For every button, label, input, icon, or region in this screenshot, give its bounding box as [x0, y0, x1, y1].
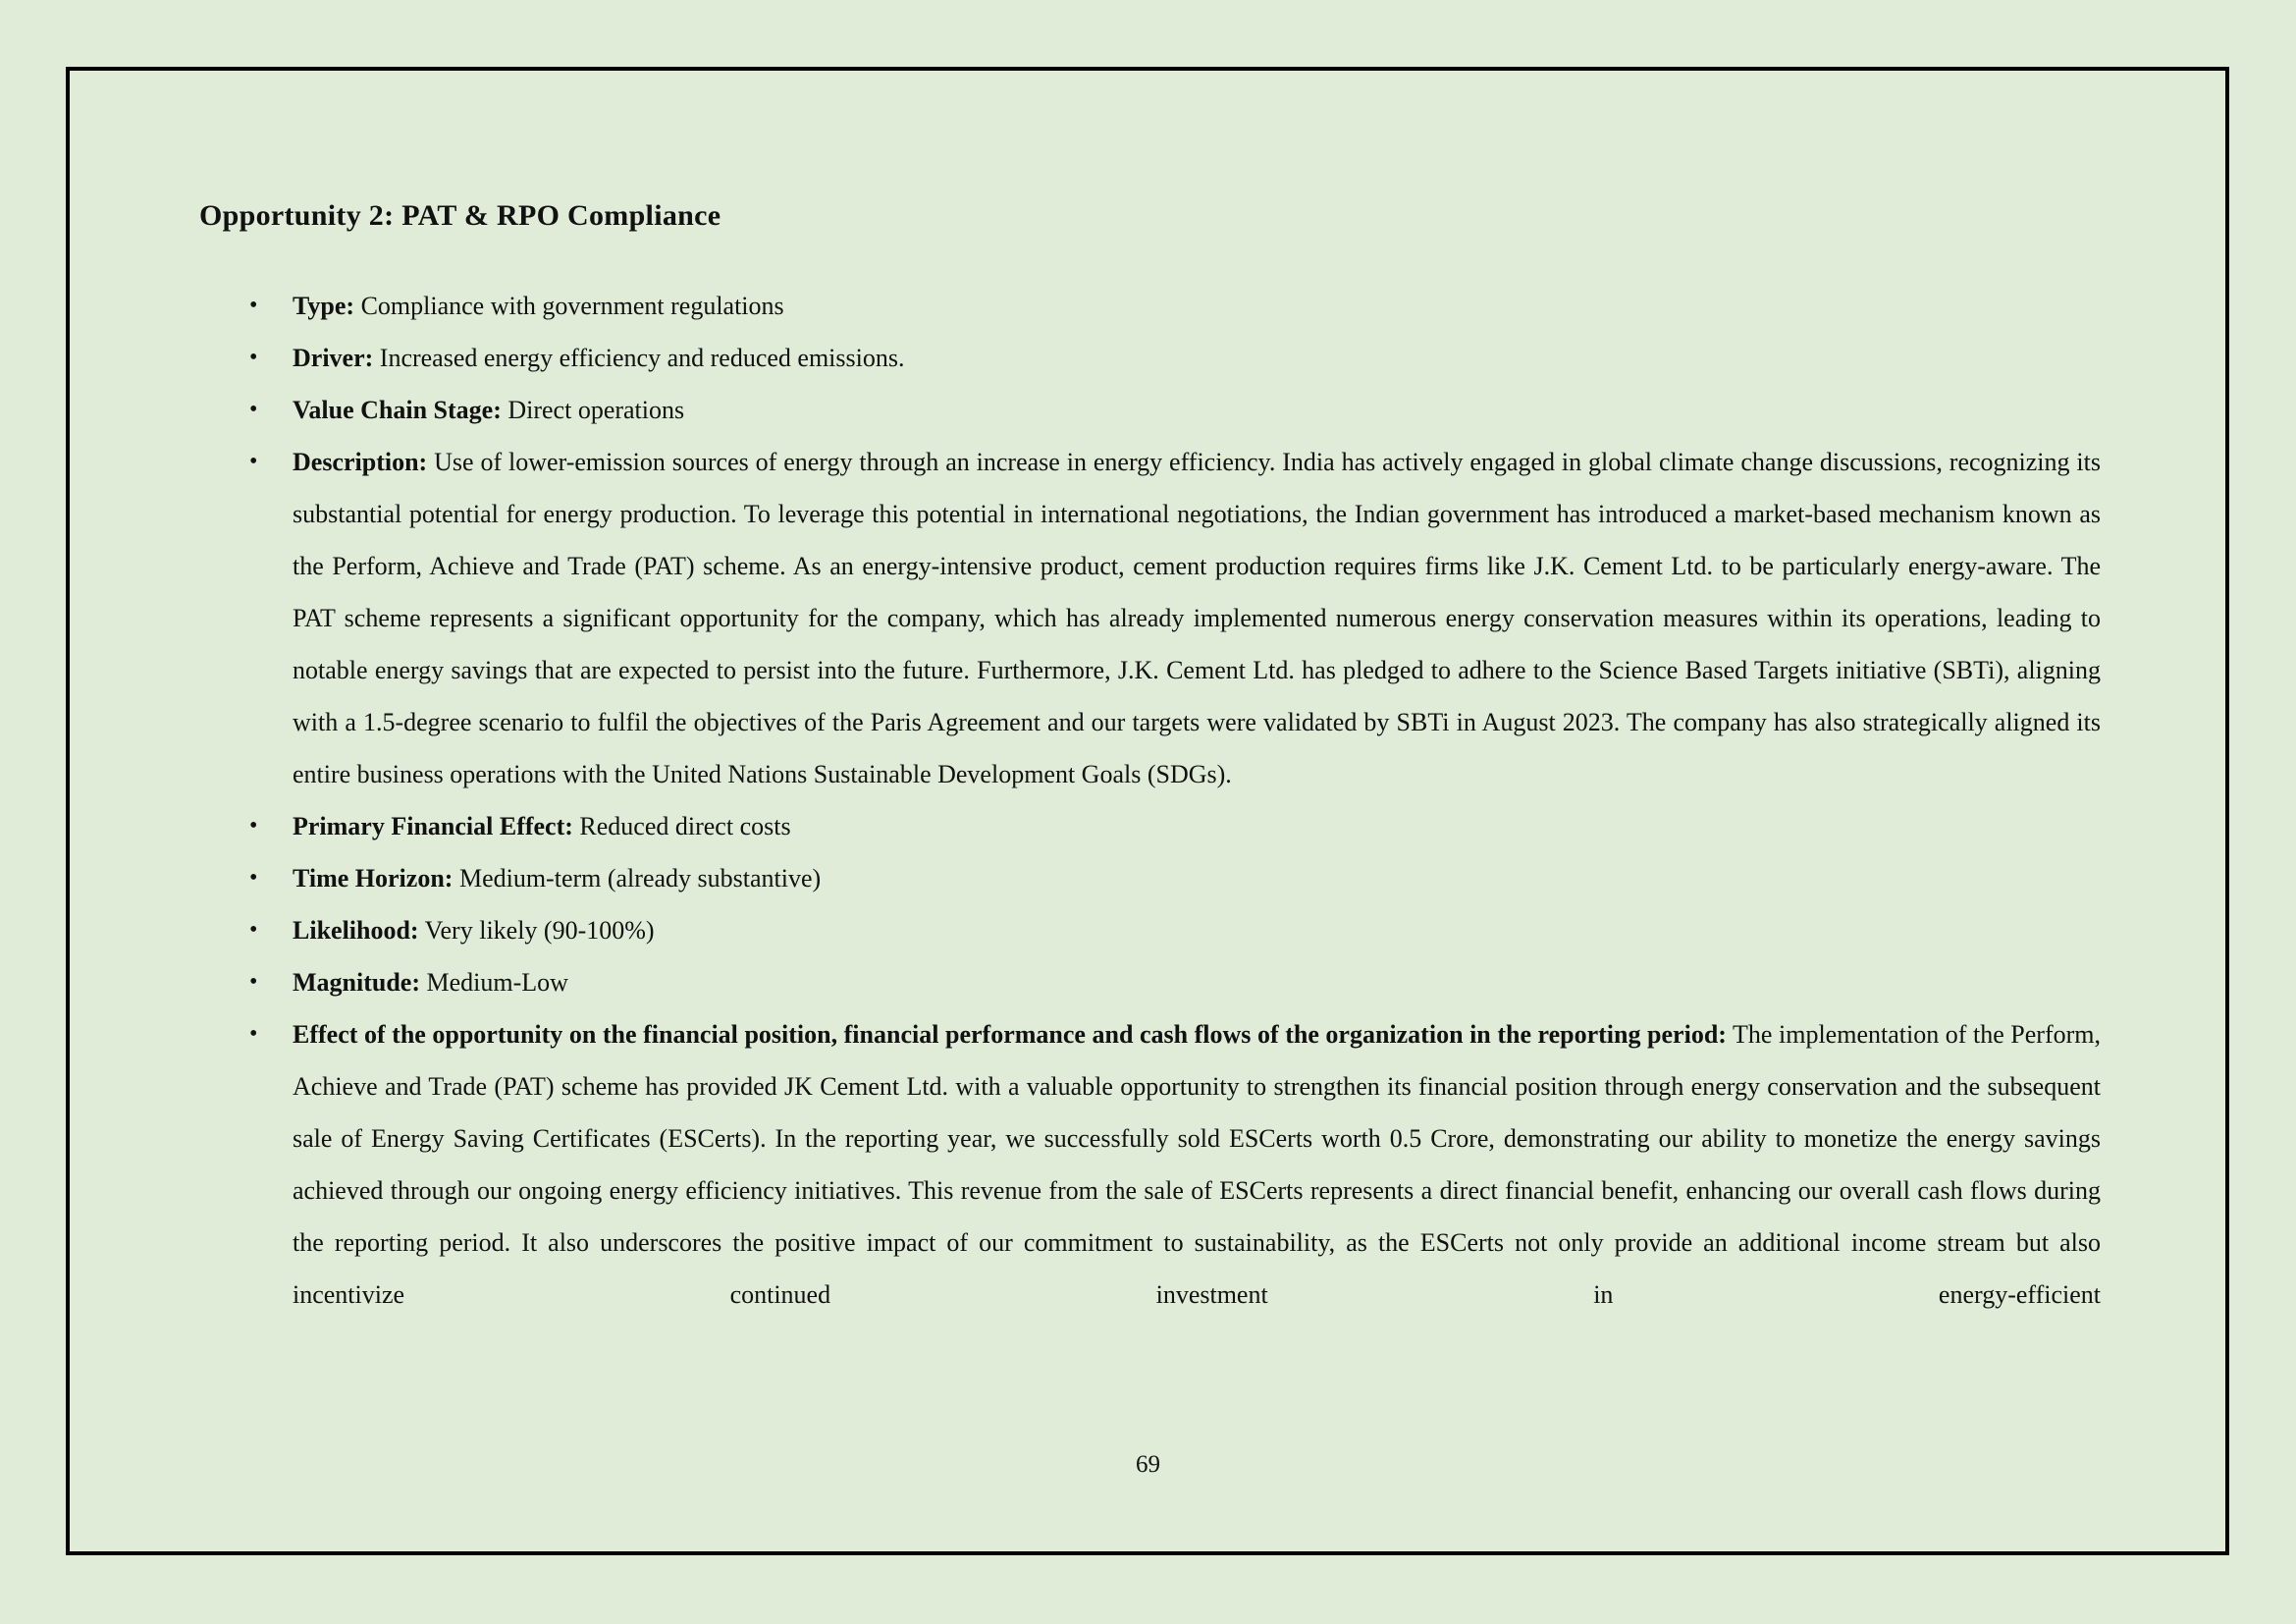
bullet-icon: •	[249, 813, 258, 839]
bullet-text: Use of lower-emission sources of energy through an increase in energy efficiency. India has actively engaged in global climate change discussions, recognizing its substantial potential for energy production. To leverage this potential in international negotiations, the Indian government has introduced a market-based mechanism known as the Perform, Achieve and Trade (PAT) scheme. As an energy-intensive product, cement production requires firms like J.K. Cement Ltd. to be particularly energy-aware. The PAT scheme represents a significant opportunity for the company, which has already implemented numerous energy conservation measures within its operations, leading to notable energy savings that are expected to persist into the future. Furthermore, J.K. Cement Ltd. has pledged to adhere to the Science Based Targets initiative (SBTi), aligning with a 1.5-degree scenario to fulfil the objectives of the Paris Agreement and our targets were validated by SBTi in August 2023. The company has also strategically aligned its entire business operations with the United Nations Sustainable Development Goals (SDGs).	[293, 448, 2101, 788]
bullet-icon: •	[249, 1021, 258, 1047]
bullet-label: Value Chain Stage:	[293, 396, 502, 424]
bullet-list	[249, 280, 2101, 1321]
bullet-icon: •	[249, 917, 258, 943]
bullet-label: Driver:	[293, 344, 374, 372]
bullet-icon: •	[249, 293, 258, 318]
list-item-time-horizon	[249, 852, 2101, 904]
bullet-label: Time Horizon:	[293, 864, 454, 893]
bullet-icon: •	[249, 397, 258, 422]
bullet-text: Increased energy efficiency and reduced emissions.	[379, 344, 905, 372]
bullet-text: Reduced direct costs	[579, 812, 791, 840]
list-item-description	[249, 436, 2101, 800]
page-border-frame	[66, 67, 2229, 1555]
bullet-icon: •	[249, 865, 258, 891]
bullet-icon: •	[249, 969, 258, 995]
list-item-financial-effect-detail	[249, 1008, 2101, 1321]
list-item-primary-financial-effect	[249, 800, 2101, 852]
bullet-label: Primary Financial Effect:	[293, 812, 573, 840]
bullet-label: Magnitude:	[293, 968, 420, 997]
bullet-text: Direct operations	[507, 396, 685, 424]
bullet-label: Type:	[293, 292, 355, 320]
bullet-label: Effect of the opportunity on the financial position, financial performance and cash flows of the organization in the reporting period:	[293, 1020, 1727, 1049]
bullet-text: Compliance with government regulations	[360, 292, 784, 320]
bullet-label: Likelihood:	[293, 916, 419, 945]
list-item-likelihood	[249, 904, 2101, 956]
list-item-magnitude	[249, 956, 2101, 1008]
list-item-type	[249, 280, 2101, 332]
bullet-text: Medium-Low	[426, 968, 568, 997]
bullet-icon: •	[249, 449, 258, 474]
bullet-label: Description:	[293, 448, 428, 476]
page-title: Opportunity 2: PAT & RPO Compliance	[199, 199, 721, 232]
bullet-text: Very likely (90-100%)	[424, 916, 655, 945]
list-item-driver	[249, 332, 2101, 384]
bullet-text: Medium-term (already substantive)	[458, 864, 822, 893]
bullet-text: The implementation of the Perform, Achieve and Trade (PAT) scheme has provided JK Cement Ltd. with a valuable opportunity to strengthen its financial position through energy conservation and the subsequent sale of Energy Saving Certificates (ESCerts). In the reporting year, we successfully sold ESCerts worth 0.5 Crore, demonstrating our ability to monetize the energy savings achieved through our ongoing energy efficiency initiatives. This revenue from the sale of ESCerts represents a direct financial benefit, enhancing our overall cash flows during the reporting period. It also underscores the positive impact of our commitment to sustainability, as the ESCerts not only provide an additional income stream but also incentivize continued investment in energy-efficient	[293, 1020, 2101, 1309]
bullet-icon: •	[249, 345, 258, 370]
list-item-value-chain-stage	[249, 384, 2101, 436]
page-number: 69	[1136, 1451, 1160, 1478]
